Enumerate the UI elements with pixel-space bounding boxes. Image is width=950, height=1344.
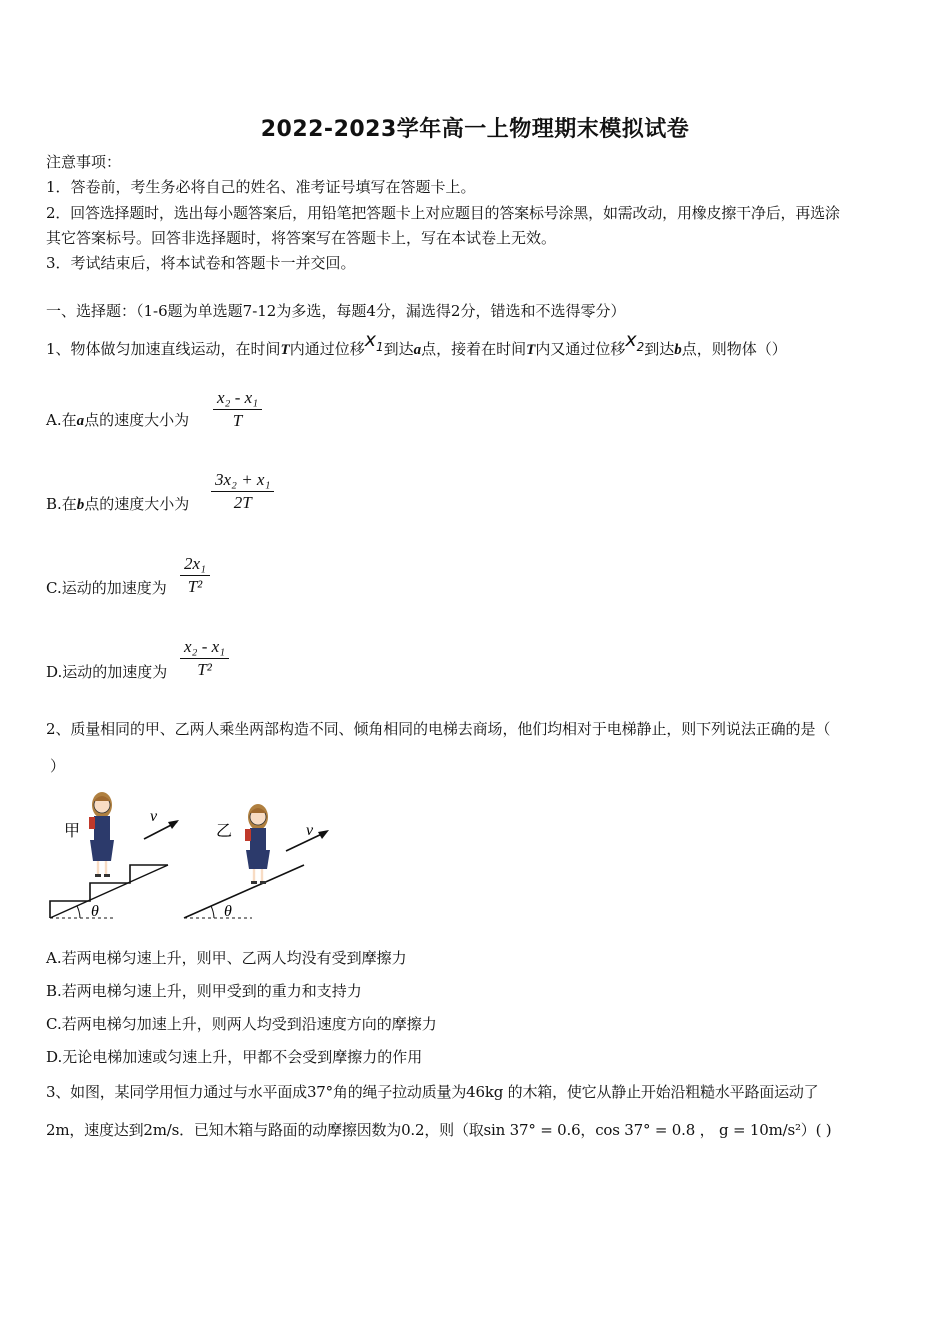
q1-var-x1: [364, 329, 384, 354]
person-yi: [245, 804, 270, 884]
notice-item-1: 1．答卷前，考生务必将自己的姓名、准考证号填写在答题卡上。: [46, 178, 476, 196]
question-1-stem: [46, 329, 787, 365]
q1-option-a: [46, 410, 189, 431]
q1-x1-letter: x: [364, 329, 376, 351]
q2-option-a: A.若两电梯匀速上升，则甲、乙两人均没有受到摩擦力: [46, 949, 407, 967]
q1-text-2: 内通过位移: [289, 340, 365, 358]
question-2-stem-end: ）: [50, 757, 66, 775]
label-yi: 乙: [216, 821, 233, 840]
q2-option-b: B.若两电梯匀速上升，则甲受到的重力和支持力: [46, 982, 362, 1000]
notice-item-3: 3．考试结束后，将本试卷和答题卡一并交回。: [46, 254, 356, 272]
q1-option-c-denominator: T²: [187, 577, 203, 596]
notice-item-2-line-1: 2．回答选择题时，选出每小题答案后，用铅笔把答题卡上对应题目的答案标号涂黑，如需改动，用橡皮擦干净后，再选涂: [46, 204, 840, 222]
q1-text-1: 1、物体做匀加速直线运动，在时间: [46, 340, 281, 358]
question-3-line-1: 3、如图，某同学用恒力通过与水平面成37°角的绳子拉动质量为46kg 的木箱，使它从静止开始沿粗糙水平路面运动了: [46, 1083, 819, 1101]
q1-text-7: 点，则物体（）: [681, 340, 787, 358]
section-1-heading: 一、选择题：（1-6题为单选题7-12为多选，每题4分，漏选得2分，错选和不选得零分）: [46, 302, 626, 320]
q1-option-b-prefix: B.在: [46, 495, 77, 513]
q1-option-c-numerator: 2x₁: [180, 554, 210, 576]
escalator-jia: [50, 865, 168, 918]
q1-option-c-fraction: [180, 554, 210, 597]
q1-option-a-label: 点的速度大小为: [84, 411, 190, 429]
arrowhead-yi: [318, 830, 329, 839]
q1-option-d: [46, 662, 167, 682]
question-3-line-2: 2m，速度达到2m/s．已知木箱与路面的动摩擦因数为0.2，则（取sin 37° = 0.6，cos 37° = 0.8 ， g = 10m/s²）( ): [46, 1121, 832, 1139]
q1-var-a: a: [413, 342, 422, 358]
q1-x1-sub: 1: [375, 339, 384, 354]
v-label-jia: v: [150, 808, 158, 825]
q1-option-d-label: D.运动的加速度为: [46, 663, 168, 681]
escalator-figure: [44, 785, 344, 925]
escalator-yi: [184, 865, 304, 918]
theta-label-jia: θ: [91, 903, 99, 920]
q1-text-5: 内又通过位移: [535, 340, 626, 358]
q2-option-c: C.若两电梯匀加速上升，则两人均受到沿速度方向的摩擦力: [46, 1015, 437, 1033]
person-jia: [89, 792, 114, 877]
q1-option-b: [46, 494, 189, 515]
v-label-yi: v: [306, 822, 314, 839]
q1-option-b-numerator: 3x₂ + x₁: [211, 470, 274, 492]
question-2-stem: 2、质量相同的甲、乙两人乘坐两部构造不同、倾角相同的电梯去商场，他们均相对于电梯静止，则下列说法正确的是（: [46, 720, 831, 738]
page-title: 2022-2023学年高一上物理期末模拟试卷: [260, 117, 690, 142]
q1-option-a-denominator: T: [232, 411, 243, 430]
notice-item-2-line-2: 其它答案标号。回答非选择题时，将答案写在答题卡上，写在本试卷上无效。: [46, 229, 557, 247]
theta-label-yi: θ: [224, 903, 232, 920]
arrowhead-jia: [168, 820, 179, 829]
q1-option-b-label: 点的速度大小为: [84, 495, 190, 513]
q1-text-6: 到达: [644, 340, 675, 358]
q1-var-T2: T: [526, 342, 536, 358]
q1-option-b-fraction: [211, 470, 274, 513]
q1-option-d-numerator: x₂ - x₁: [180, 637, 229, 659]
q1-text-3: 到达: [383, 340, 414, 358]
q1-option-d-denominator: T²: [197, 660, 212, 679]
q1-option-d-fraction: [180, 637, 229, 680]
q1-var-x2: [625, 329, 645, 354]
q1-option-b-denominator: 2T: [233, 493, 252, 512]
q1-var-T: T: [280, 342, 290, 358]
label-jia: 甲: [64, 821, 81, 840]
q1-x2-letter: x: [625, 329, 637, 351]
notice-heading: 注意事项：: [46, 153, 122, 171]
q1-option-a-numerator: x₂ - x₁: [213, 388, 262, 410]
q1-option-a-var: a: [76, 413, 85, 429]
q1-option-a-fraction: [213, 388, 262, 431]
q1-text-4: 点，接着在时间: [421, 340, 527, 358]
q1-option-b-var: b: [76, 497, 85, 513]
q1-option-a-prefix: A.在: [46, 411, 77, 429]
q1-x2-sub: 2: [636, 339, 645, 354]
q1-option-c-label: C.运动的加速度为: [46, 579, 167, 597]
q2-option-d: D.无论电梯加速或匀速上升，甲都不会受到摩擦力的作用: [46, 1048, 423, 1066]
q1-var-b: b: [674, 342, 682, 358]
q1-option-c: [46, 578, 167, 598]
